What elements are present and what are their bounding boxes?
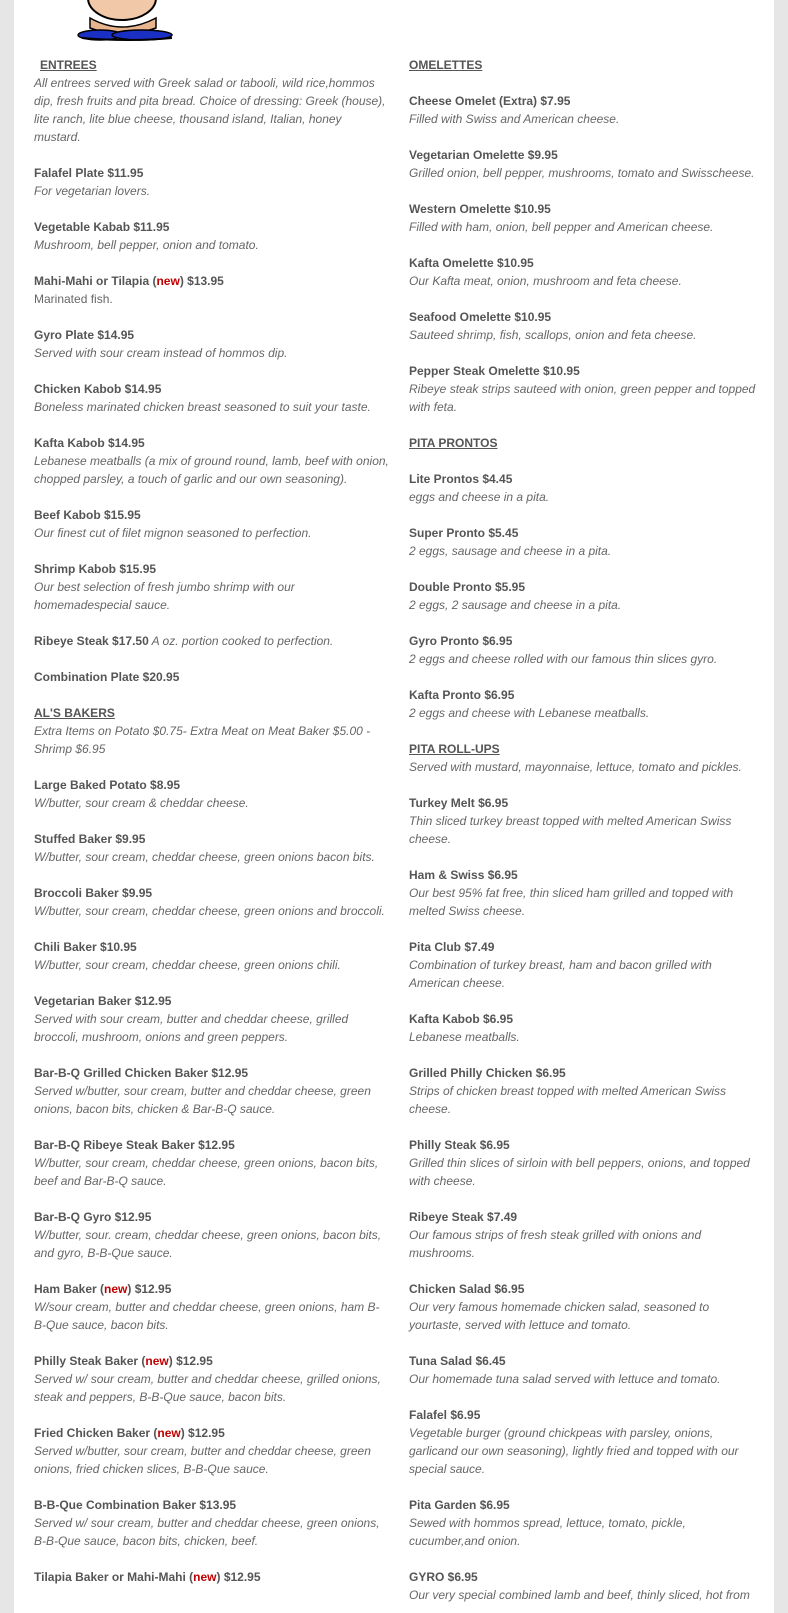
menu-item-description: 2 eggs, sausage and cheese in a pita. xyxy=(409,544,612,558)
menu-item-description: Ribeye steak strips sauteed with onion, green pepper and topped with feta. xyxy=(409,382,756,414)
menu-item xyxy=(34,884,389,920)
menu-item xyxy=(409,254,764,290)
menu-item-description: Served w/ sour cream, butter and cheddar cheese, grilled onions, steak and peppers, B-B-Que sauce, bacon bits. xyxy=(34,1372,381,1404)
menu-item xyxy=(34,1496,389,1550)
menu-item-title-line xyxy=(34,1208,389,1226)
menu-item-title: Super Pronto $5.45 xyxy=(409,526,519,540)
menu-item xyxy=(409,632,764,668)
menu-item-description: Boneless marinated chicken breast seasoned to suit your taste. xyxy=(34,400,371,414)
menu-item-title: Philly Steak $6.95 xyxy=(409,1138,510,1152)
menu-item-title: Beef Kabob $15.95 xyxy=(34,508,141,522)
menu-item-title: Ham & Swiss $6.95 xyxy=(409,868,518,882)
menu-item-title: Ribeye Steak $7.49 xyxy=(409,1210,518,1224)
menu-item xyxy=(34,380,389,416)
menu-item-description: Served with sour cream instead of hommos dip. xyxy=(34,346,288,360)
menu-item-title-line xyxy=(409,1208,764,1226)
menu-item-title-line xyxy=(409,938,764,956)
menu-item-description: Our best 95% fat free, thin sliced ham grilled and topped with melted Swiss cheese. xyxy=(409,886,734,918)
menu-item-description: Marinated fish. xyxy=(34,292,113,306)
menu-item-title: Vegetable Kabab $11.95 xyxy=(34,220,170,234)
menu-item-title: Stuffed Baker $9.95 xyxy=(34,832,146,846)
menu-item-description: Served w/butter, sour cream, butter and cheddar cheese, green onions, fried chicken slices, B-B-Que sauce. xyxy=(34,1444,371,1476)
menu-item xyxy=(409,1064,764,1118)
chef-mascot-logo xyxy=(60,0,190,42)
menu-item-title-line xyxy=(34,1352,389,1370)
menu-item xyxy=(409,1352,764,1388)
menu-item xyxy=(34,218,389,254)
menu-item-title-line xyxy=(409,686,764,704)
menu-item xyxy=(409,938,764,992)
menu-item-description: W/sour cream, butter and cheddar cheese, green onions, ham B-B-Que sauce, bacon bits. xyxy=(34,1300,380,1332)
menu-item-description: Our very special combined lamb and beef, thinly sliced, hot from xyxy=(409,1588,750,1602)
right-column xyxy=(409,56,764,1613)
menu-item-title: Falafel Plate $11.95 xyxy=(34,166,144,180)
new-badge: new xyxy=(193,1570,217,1584)
menu-item-title-line xyxy=(409,200,764,218)
menu-item-description: Sauteed shrimp, fish, scallops, onion and feta cheese. xyxy=(409,328,697,342)
menu-item-description: W/butter, sour cream, cheddar cheese, green onions chili. xyxy=(34,958,341,972)
menu-item-title: Kafta Omelette $10.95 xyxy=(409,256,534,270)
menu-item-description: Mushroom, bell pepper, onion and tomato. xyxy=(34,238,259,252)
menu-item xyxy=(34,1064,389,1118)
menu-item-description: W/butter, sour. cream, cheddar cheese, green onions, bacon bits, and gyro, B-B-Que sauce. xyxy=(34,1228,382,1260)
menu-item-title: Bar-B-Q Gyro $12.95 xyxy=(34,1210,152,1224)
menu-item-price: ) $12.95 xyxy=(180,1426,225,1440)
section-omelettes xyxy=(409,56,764,74)
menu-item-title-line xyxy=(409,1010,764,1028)
menu-item xyxy=(34,506,389,542)
menu-item xyxy=(34,1568,389,1586)
menu-item-title-line xyxy=(409,1496,764,1514)
menu-item-title-line xyxy=(409,794,764,812)
menu-item-title: Pepper Steak Omelette $10.95 xyxy=(409,364,580,378)
section-entrees xyxy=(34,56,389,146)
menu-item-description: eggs and cheese in a pita. xyxy=(409,490,550,504)
menu-item-description: Our finest cut of filet mignon seasoned to perfection. xyxy=(34,526,312,540)
menu-item-description: 2 eggs, 2 sausage and cheese in a pita. xyxy=(409,598,622,612)
menu-item xyxy=(34,1208,389,1262)
new-badge: new xyxy=(156,274,180,288)
menu-item-title: Pita Club $7.49 xyxy=(409,940,495,954)
menu-item-price: ) $13.95 xyxy=(179,274,224,288)
menu-item xyxy=(409,578,764,614)
menu-item-description: Our very famous homemade chicken salad, seasoned to yourtaste, served with lettuce and tomato. xyxy=(409,1300,710,1332)
menu-item-title-line xyxy=(34,560,389,578)
menu-item-title-line xyxy=(34,272,389,290)
menu-item xyxy=(34,776,389,812)
menu-item-title: Gyro Pronto $6.95 xyxy=(409,634,513,648)
menu-item-title: Turkey Melt $6.95 xyxy=(409,796,509,810)
menu-item-title: Philly Steak Baker ( xyxy=(34,1354,146,1368)
menu-item xyxy=(34,668,389,686)
menu-item-title: Lite Prontos $4.45 xyxy=(409,472,513,486)
menu-item-title-line xyxy=(34,884,389,902)
menu-item-title: Combination Plate $20.95 xyxy=(34,670,180,684)
menu-item-title: Mahi-Mahi or Tilapia ( xyxy=(34,274,157,288)
menu-item-title: GYRO $6.95 xyxy=(409,1570,478,1584)
menu-item-title-line xyxy=(409,146,764,164)
menu-item xyxy=(409,146,764,182)
menu-item-title-line xyxy=(409,578,764,596)
menu-item-description: Grilled onion, bell pepper, mushrooms, tomato and Swisscheese. xyxy=(409,166,755,180)
menu-item-title-line xyxy=(409,632,764,650)
menu-item-title: Chili Baker $10.95 xyxy=(34,940,137,954)
menu-item xyxy=(409,1208,764,1262)
menu-item-title: Tilapia Baker or Mahi-Mahi ( xyxy=(34,1570,194,1584)
menu-item-description: Sewed with hommos spread, lettuce, tomato, pickle, cucumber,and onion. xyxy=(409,1516,686,1548)
section-heading: PITA ROLL-UPS xyxy=(409,742,500,756)
menu-item-description: A oz. portion cooked to perfection. xyxy=(148,634,334,648)
menu-item-description: Strips of chicken breast topped with melted American Swiss cheese. xyxy=(409,1084,727,1116)
menu-item-description: W/butter, sour cream & cheddar cheese. xyxy=(34,796,249,810)
menu-item-title: Double Pronto $5.95 xyxy=(409,580,526,594)
menu-item xyxy=(409,92,764,128)
new-badge: new xyxy=(145,1354,169,1368)
menu-item-price: ) $12.95 xyxy=(127,1282,172,1296)
menu-item-title: Ham Baker ( xyxy=(34,1282,105,1296)
menu-item-title-line xyxy=(34,1064,389,1082)
menu-item xyxy=(34,272,389,308)
menu-item-description: For vegetarian lovers. xyxy=(34,184,151,198)
menu-item xyxy=(409,470,764,506)
menu-item-title: Kafta Kabob $14.95 xyxy=(34,436,145,450)
menu-item xyxy=(34,1280,389,1334)
menu-item-title: Seafood Omelette $10.95 xyxy=(409,310,552,324)
menu-item-title: Falafel $6.95 xyxy=(409,1408,481,1422)
menu-item-title-line xyxy=(34,506,389,524)
section-intro: Served with mustard, mayonnaise, lettuce, tomato and pickles. xyxy=(409,760,742,774)
menu-item xyxy=(34,992,389,1046)
left-column xyxy=(34,56,389,1604)
menu-item-title: Vegetarian Baker $12.95 xyxy=(34,994,172,1008)
menu-item-title-line xyxy=(34,1424,389,1442)
menu-item-description: Thin sliced turkey breast topped with melted American Swiss cheese. xyxy=(409,814,732,846)
menu-item-description: Our homemade tuna salad served with lettuce and tomato. xyxy=(409,1372,721,1386)
menu-item xyxy=(409,200,764,236)
menu-item-title-line xyxy=(34,1496,389,1514)
menu-item-description: Our Kafta meat, onion, mushroom and feta cheese. xyxy=(409,274,682,288)
menu-item-title: Tuna Salad $6.45 xyxy=(409,1354,506,1368)
section-intro: Extra Items on Potato $0.75- Extra Meat on Meat Baker $5.00 - Shrimp $6.95 xyxy=(34,724,371,756)
menu-item-title-line xyxy=(409,1280,764,1298)
new-badge: new xyxy=(157,1426,181,1440)
menu-item-title: Broccoli Baker $9.95 xyxy=(34,886,153,900)
menu-item-title: B-B-Que Combination Baker $13.95 xyxy=(34,1498,237,1512)
menu-item xyxy=(34,434,389,488)
menu-item-title-line xyxy=(34,830,389,848)
menu-item-title: Kafta Kabob $6.95 xyxy=(409,1012,514,1026)
menu-item-title: Bar-B-Q Ribeye Steak Baker $12.95 xyxy=(34,1138,235,1152)
menu-item-title-line xyxy=(409,308,764,326)
menu-page xyxy=(14,0,774,1613)
menu-item-description: Grilled thin slices of sirloin with bell peppers, onions, and topped with cheese. xyxy=(409,1156,750,1188)
section-heading: AL'S BAKERS xyxy=(34,706,115,720)
menu-item-title-line xyxy=(409,866,764,884)
menu-item-title-line xyxy=(34,218,389,236)
menu-item xyxy=(409,362,764,416)
menu-item-title-line xyxy=(34,434,389,452)
menu-item-title: Grilled Philly Chicken $6.95 xyxy=(409,1066,566,1080)
menu-item-title: Ribeye Steak $17.50 xyxy=(34,634,149,648)
menu-item-title-line xyxy=(34,1568,389,1586)
new-badge: new xyxy=(104,1282,128,1296)
menu-item xyxy=(34,938,389,974)
menu-item-title-line xyxy=(409,1568,764,1586)
menu-item-description: Our famous strips of fresh steak grilled with onions and mushrooms. xyxy=(409,1228,702,1260)
menu-item-title: Chicken Kabob $14.95 xyxy=(34,382,162,396)
menu-item-description: Filled with ham, onion, bell pepper and American cheese. xyxy=(409,220,714,234)
menu-item-description: Served with sour cream, butter and cheddar cheese, grilled broccoli, mushroom, onions and green peppers. xyxy=(34,1012,349,1044)
menu-item-title: Fried Chicken Baker ( xyxy=(34,1426,158,1440)
menu-item-title-line xyxy=(409,1406,764,1424)
menu-item xyxy=(409,794,764,848)
menu-item-description: Lebanese meatballs (a mix of ground round, lamb, beef with onion, chopped parsley, a touch of garlic and our own seasoning). xyxy=(34,454,389,486)
menu-item xyxy=(34,1136,389,1190)
menu-item-title: Shrimp Kabob $15.95 xyxy=(34,562,157,576)
menu-item-price: ) $12.95 xyxy=(216,1570,261,1584)
menu-item xyxy=(409,866,764,920)
menu-item-description: W/butter, sour cream, cheddar cheese, green onions and broccoli. xyxy=(34,904,385,918)
section-pita-prontos xyxy=(409,434,764,452)
menu-item-title-line xyxy=(409,1064,764,1082)
menu-item-title-line xyxy=(409,470,764,488)
menu-item-title: Chicken Salad $6.95 xyxy=(409,1282,525,1296)
menu-item xyxy=(34,830,389,866)
menu-item-title: Large Baked Potato $8.95 xyxy=(34,778,181,792)
menu-item xyxy=(34,326,389,362)
section-pita-roll-ups xyxy=(409,740,764,776)
menu-item xyxy=(409,308,764,344)
menu-item-description: Vegetable burger (ground chickpeas with parsley, onions, garlicand our own seasoning), lightly fried and topped with our special sauce. xyxy=(409,1426,739,1476)
menu-item-description: Lebanese meatballs. xyxy=(409,1030,520,1044)
menu-item xyxy=(34,632,389,650)
menu-item-title-line xyxy=(34,326,389,344)
menu-item-price: ) $12.95 xyxy=(168,1354,213,1368)
menu-item xyxy=(409,1406,764,1478)
menu-item xyxy=(34,560,389,614)
menu-item-title-line xyxy=(34,1136,389,1154)
menu-item-title-line xyxy=(409,524,764,542)
menu-item-title: Western Omelette $10.95 xyxy=(409,202,551,216)
menu-item-title-line xyxy=(34,776,389,794)
menu-item-description: Filled with Swiss and American cheese. xyxy=(409,112,620,126)
menu-item-description: W/butter, sour cream, cheddar cheese, green onions, bacon bits, beef and Bar-B-Q sauce. xyxy=(34,1156,379,1188)
menu-item-description: Combination of turkey breast, ham and bacon grilled with American cheese. xyxy=(409,958,712,990)
menu-item-description: Served w/butter, sour cream, butter and cheddar cheese, green onions, bacon bits, chicken & Bar-B-Q sauce. xyxy=(34,1084,371,1116)
menu-item xyxy=(409,1280,764,1334)
menu-item-description: 2 eggs and cheese rolled with our famous thin slices gyro. xyxy=(409,652,718,666)
menu-item xyxy=(409,1136,764,1190)
menu-item-title-line xyxy=(34,992,389,1010)
section-heading: ENTREES xyxy=(40,58,97,72)
menu-item-title-line xyxy=(409,254,764,272)
menu-item-title-line xyxy=(409,92,764,110)
section-al-s-bakers xyxy=(34,704,389,758)
menu-item-description: W/butter, sour cream, cheddar cheese, green onions bacon bits. xyxy=(34,850,375,864)
menu-item-title: Cheese Omelet (Extra) $7.95 xyxy=(409,94,571,108)
menu-item-description: 2 eggs and cheese with Lebanese meatballs. xyxy=(409,706,650,720)
menu-item xyxy=(34,1424,389,1478)
menu-item xyxy=(409,1496,764,1550)
menu-item xyxy=(409,1568,764,1604)
menu-item-description: Served w/ sour cream, butter and cheddar cheese, green onions, B-B-Que sauce, bacon bits, chicken, beef. xyxy=(34,1516,380,1548)
menu-item xyxy=(409,686,764,722)
menu-item xyxy=(409,1010,764,1046)
menu-item-title-line xyxy=(409,1136,764,1154)
menu-item-title-line xyxy=(34,380,389,398)
menu-item xyxy=(34,1352,389,1406)
menu-item xyxy=(409,524,764,560)
menu-item-description: Our best selection of fresh jumbo shrimp with our homemadespecial sauce. xyxy=(34,580,295,612)
menu-item-title-line xyxy=(409,1352,764,1370)
menu-item-title-line xyxy=(409,362,764,380)
menu-item-title-line xyxy=(34,1280,389,1298)
menu-item xyxy=(34,164,389,200)
menu-item-title: Gyro Plate $14.95 xyxy=(34,328,135,342)
menu-item-title: Bar-B-Q Grilled Chicken Baker $12.95 xyxy=(34,1066,249,1080)
menu-item-title: Vegetarian Omelette $9.95 xyxy=(409,148,558,162)
menu-item-title-line xyxy=(34,632,389,650)
menu-item-title: Pita Garden $6.95 xyxy=(409,1498,510,1512)
menu-item-title-line xyxy=(34,164,389,182)
section-heading: OMELETTES xyxy=(409,58,483,72)
section-intro: All entrees served with Greek salad or tabooli, wild rice,hommos dip, fresh fruits and pita bread. Choice of dressing: Greek (house), lite ranch, lite blue cheese, thousand island, Italian, honey mustard. xyxy=(34,76,386,144)
menu-item-title-line xyxy=(34,938,389,956)
menu-item-title-line xyxy=(34,668,389,686)
menu-item-title: Kafta Pronto $6.95 xyxy=(409,688,515,702)
section-heading: PITA PRONTOS xyxy=(409,436,498,450)
